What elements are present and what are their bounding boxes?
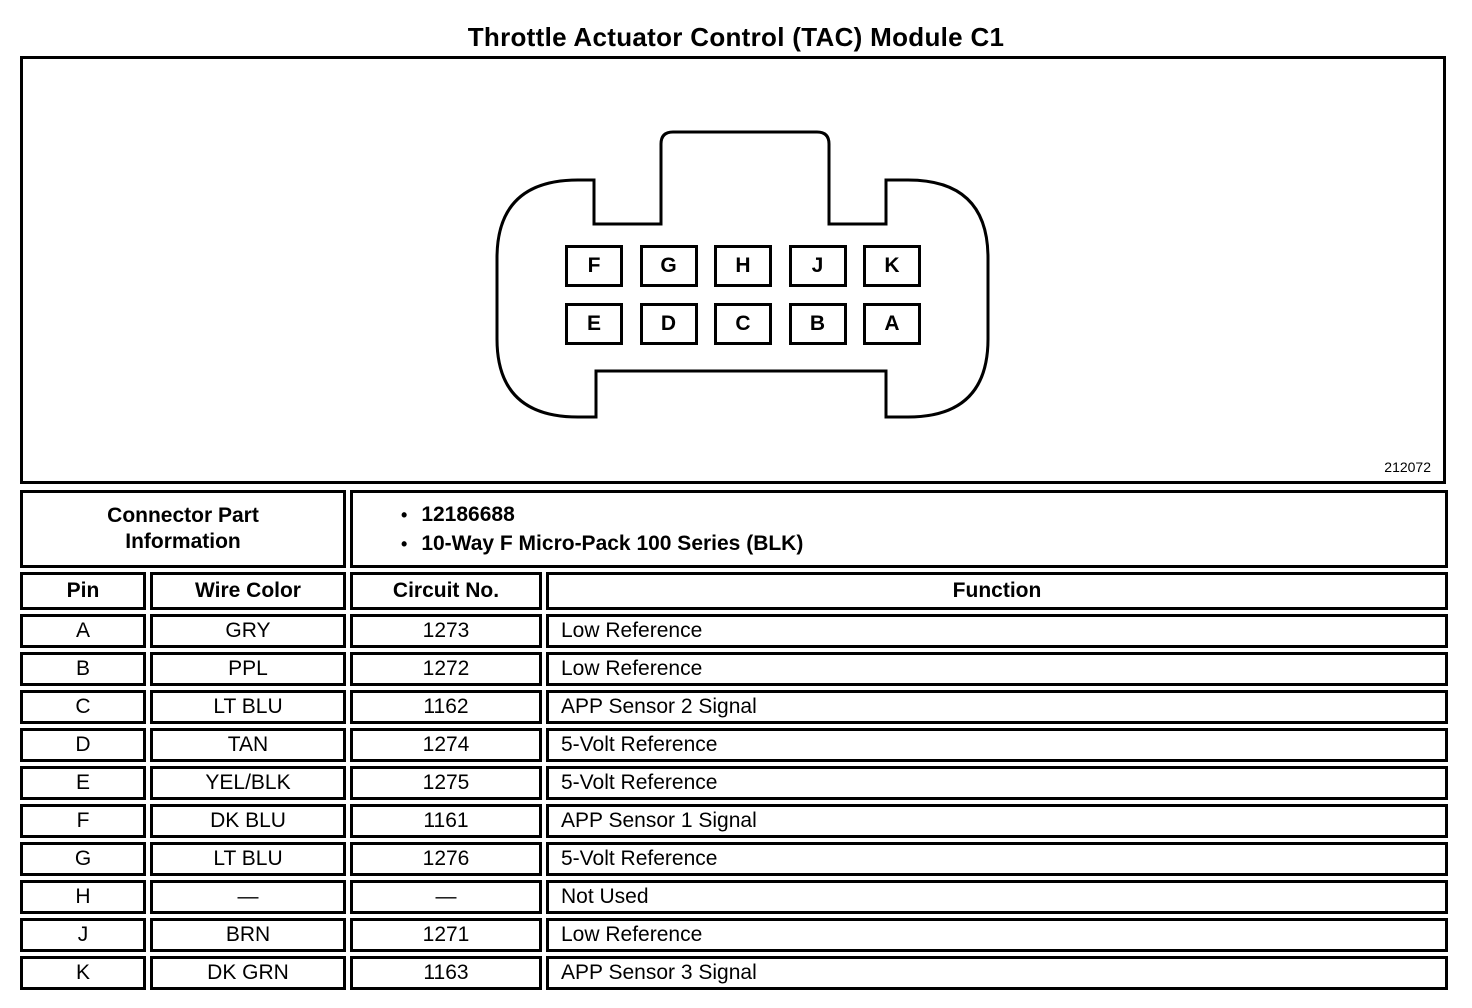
- table-row: [20, 842, 1448, 876]
- function-cell: 5-Volt Reference: [546, 766, 1448, 800]
- table-row: [20, 880, 1448, 914]
- pin-cell: J: [20, 918, 146, 952]
- part-info-bullet-text: 12186688: [421, 502, 515, 526]
- table-row: [20, 918, 1448, 952]
- function-cell: Low Reference: [546, 918, 1448, 952]
- column-header-circuit: Circuit No.: [350, 572, 542, 610]
- part-info-label: [20, 490, 346, 568]
- function-cell: APP Sensor 2 Signal: [546, 690, 1448, 724]
- wire-color-cell: DK BLU: [150, 804, 346, 838]
- wire-color-cell: LT BLU: [150, 842, 346, 876]
- wire-color-cell: TAN: [150, 728, 346, 762]
- function-cell: APP Sensor 3 Signal: [546, 956, 1448, 990]
- pin-H: H: [714, 245, 772, 287]
- function-cell: Not Used: [546, 880, 1448, 914]
- circuit-no-cell: 1271: [350, 918, 542, 952]
- circuit-no-cell: 1161: [350, 804, 542, 838]
- part-info-row: [20, 490, 1448, 568]
- pin-E: E: [565, 303, 623, 345]
- pin-cell: A: [20, 614, 146, 648]
- function-cell: 5-Volt Reference: [546, 728, 1448, 762]
- pin-cell: K: [20, 956, 146, 990]
- part-info-bullets: [350, 490, 1448, 568]
- function-cell: 5-Volt Reference: [546, 842, 1448, 876]
- circuit-no-cell: 1275: [350, 766, 542, 800]
- pinout-rows: [20, 614, 1448, 990]
- circuit-no-cell: —: [350, 880, 542, 914]
- circuit-no-cell: 1273: [350, 614, 542, 648]
- pin-J: J: [789, 245, 847, 287]
- column-header-row: [20, 572, 1448, 610]
- circuit-no-cell: 1274: [350, 728, 542, 762]
- pin-cell: F: [20, 804, 146, 838]
- circuit-no-cell: 1272: [350, 652, 542, 686]
- table-row: [20, 728, 1448, 762]
- function-cell: Low Reference: [546, 652, 1448, 686]
- table-row: [20, 804, 1448, 838]
- wire-color-cell: YEL/BLK: [150, 766, 346, 800]
- pin-K: K: [863, 245, 921, 287]
- pin-cell: H: [20, 880, 146, 914]
- circuit-no-cell: 1163: [350, 956, 542, 990]
- wire-color-cell: GRY: [150, 614, 346, 648]
- wire-color-cell: PPL: [150, 652, 346, 686]
- part-info-label-text: Connector Part Information: [107, 503, 259, 553]
- table-row: [20, 652, 1448, 686]
- diagram-panel: [20, 56, 1446, 484]
- pin-cell: C: [20, 690, 146, 724]
- part-info-bullet: [401, 532, 803, 556]
- table-row: [20, 614, 1448, 648]
- figure-number: 212072: [1384, 459, 1431, 475]
- pin-cell: E: [20, 766, 146, 800]
- circuit-no-cell: 1162: [350, 690, 542, 724]
- bullet-icon: •: [401, 504, 408, 525]
- wire-color-cell: BRN: [150, 918, 346, 952]
- function-cell: APP Sensor 1 Signal: [546, 804, 1448, 838]
- wire-color-cell: DK GRN: [150, 956, 346, 990]
- circuit-no-cell: 1276: [350, 842, 542, 876]
- pin-cell: D: [20, 728, 146, 762]
- pin-A: A: [863, 303, 921, 345]
- part-info-bullet-text: 10-Way F Micro-Pack 100 Series (BLK): [421, 531, 804, 555]
- pin-F: F: [565, 245, 623, 287]
- pin-G: G: [640, 245, 698, 287]
- pin-cell: G: [20, 842, 146, 876]
- function-cell: Low Reference: [546, 614, 1448, 648]
- pin-B: B: [789, 303, 847, 345]
- pin-row-bottom: [565, 303, 921, 345]
- pin-D: D: [640, 303, 698, 345]
- column-header-pin: Pin: [20, 572, 146, 610]
- pin-C: C: [714, 303, 772, 345]
- table-row: [20, 766, 1448, 800]
- table-row: [20, 956, 1448, 990]
- wire-color-cell: LT BLU: [150, 690, 346, 724]
- column-header-wire: Wire Color: [150, 572, 346, 610]
- bullet-icon: •: [401, 533, 408, 554]
- pin-row-top: [565, 245, 921, 287]
- wire-color-cell: —: [150, 880, 346, 914]
- part-info-bullet: [401, 503, 515, 527]
- page-title: Throttle Actuator Control (TAC) Module C1: [467, 22, 1005, 52]
- column-header-function: Function: [546, 572, 1448, 610]
- pin-cell: B: [20, 652, 146, 686]
- pinout-table: [20, 490, 1448, 994]
- table-row: [20, 690, 1448, 724]
